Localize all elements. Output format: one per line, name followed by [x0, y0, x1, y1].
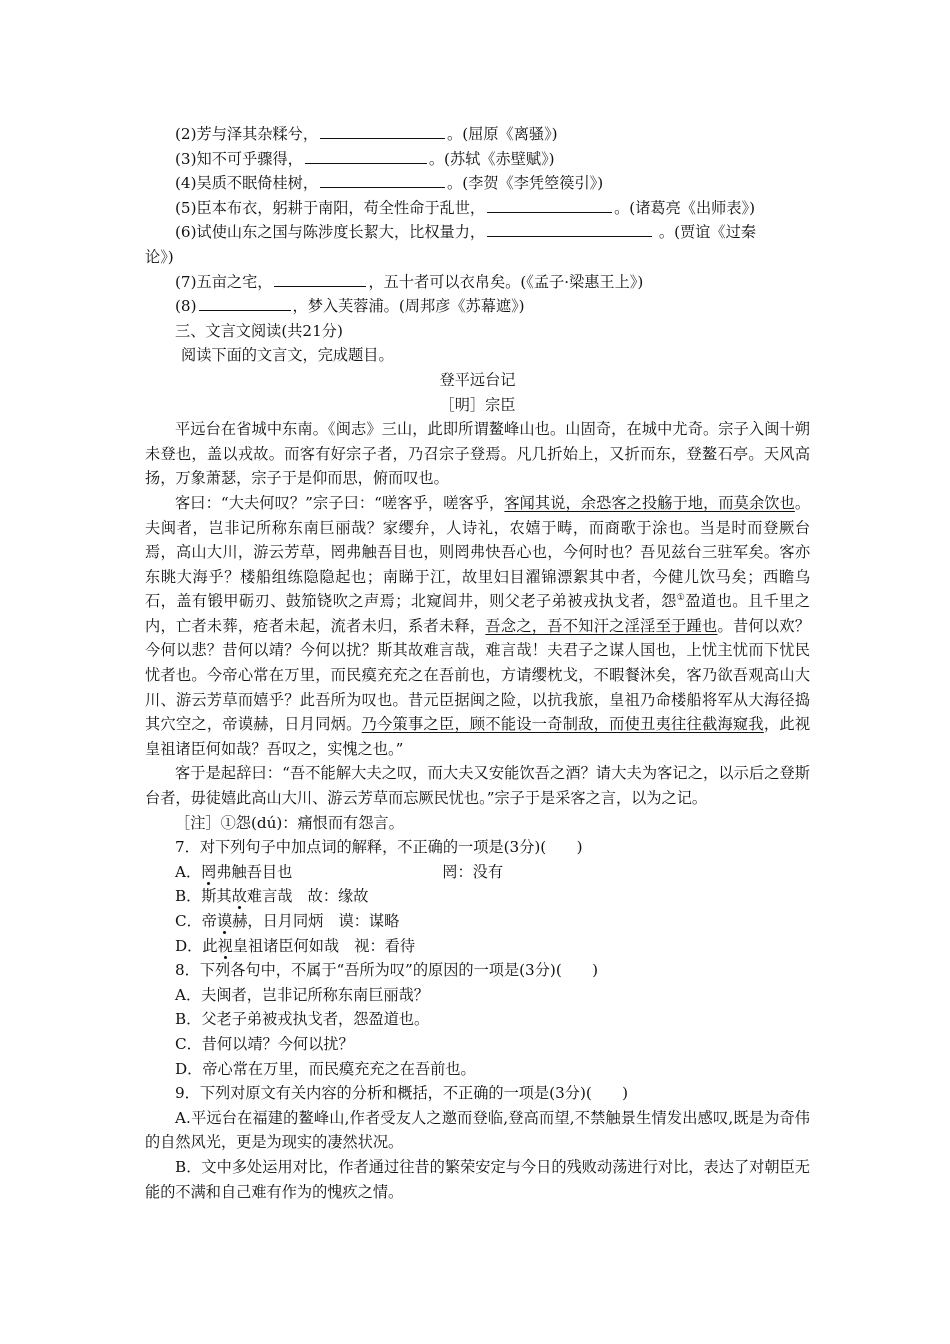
- footnote-marker: ①: [676, 593, 686, 604]
- fill-in-item: (8) ，梦入芙蓉浦。(周邦彦《苏幕遮》): [175, 297, 525, 316]
- question-7-option-a: A．罔弗触吾目也 罔：没有: [175, 862, 504, 881]
- answer-blank[interactable]: [320, 172, 445, 188]
- question-8-option-d: D．帝心常在万里，而民瘼充充之在吾前也。: [175, 1059, 476, 1078]
- question-7-option-d: D．此视皇祖诸臣何如哉 视：看待: [175, 936, 415, 955]
- underlined-sentence-3: 乃今策事之臣，顾不能设一奇制敌，而使丑夷往往截海窥我: [361, 715, 764, 734]
- passage-title: 登平远台记: [439, 370, 516, 389]
- fill-in-item: (3)知不可乎骤得， 。(苏轼《赤壁赋》): [175, 149, 555, 168]
- fill-in-item: (5)臣本布衣，躬耕于南阳，苟全性命于乱世， 。(诸葛亮《出师表》): [175, 198, 756, 217]
- exam-page: [145, 122, 810, 1204]
- answer-blank[interactable]: [305, 148, 427, 164]
- passage-author: ［明］宗臣: [439, 395, 516, 414]
- dotted-word: 谟: [217, 912, 233, 930]
- question-9-option-a: A.平远台在福建的鳌峰山,作者受友人之邀而登临,登高而望,不禁触景生情发出感叹,既是为奇伟的自然风光，更是为现实的凄然状况。: [145, 1108, 810, 1152]
- question-7-option-b: B．斯其故难言哉 故：缘故: [175, 887, 369, 906]
- question-8-option-b: B．父老子弟被戎执戈者，怨盈道也。: [175, 1010, 430, 1029]
- answer-blank[interactable]: [487, 197, 612, 213]
- answer-blank[interactable]: [487, 221, 652, 237]
- passage-paragraph-1: 平远台在省城中东南。《闽志》三山，此即所谓鳌峰山也。山固奇，在城中尤奇。宗子入闽十朔未登也，盖以戎故。而客有好宗子者，乃召宗子登焉。凡几折始上，又折而东，登鳌石亭。天风高扬，万象萧瑟，宗子于是仰而思，俯而叹也。: [145, 420, 810, 488]
- question-9-stem: 9．下列对原文有关内容的分析和概括，不正确的一项是(3分)( ): [175, 1084, 629, 1103]
- fill-in-item: (7)五亩之宅， ，五十者可以衣帛矣。(《孟子·梁惠王上》): [175, 272, 644, 291]
- fill-in-item: (2)芳与泽其杂糅兮， 。(屈原《离骚》): [175, 125, 558, 143]
- answer-blank[interactable]: [199, 295, 291, 311]
- question-7-stem: 7．对下列句子中加点词的解释，不正确的一项是(3分)( ): [175, 838, 583, 857]
- question-8-option-c: C．昔何以靖？今何以扰？: [175, 1034, 354, 1053]
- underlined-sentence-2: 吾念之，吾不知汗之淫淫至于踵也: [485, 616, 718, 635]
- dotted-word: 故: [231, 887, 247, 906]
- question-7-option-c: C．帝谟赫，日月同炳 谟：谋略: [175, 912, 400, 930]
- underlined-sentence-1: 客闻其说，余恐客之投觞于地，而莫余饮也: [504, 493, 795, 512]
- question-8-stem: 8．下列各句中，不属于“吾所为叹”的原因的一项是(3分)( ): [175, 961, 599, 980]
- fill-in-section: [145, 122, 810, 319]
- answer-blank[interactable]: [320, 123, 445, 139]
- footnote: ［注］①怨(dú)：痛恨而有怨言。: [175, 813, 404, 832]
- fill-in-item: (6)试使山东之国与陈涉度长絜大，比权量力， 。(贾谊《过秦: [175, 223, 756, 242]
- dotted-word: 罔: [201, 862, 217, 881]
- instruction-text: 阅读下面的文言文，完成题目。: [181, 346, 394, 365]
- question-8-option-a: A．夫闽者，岂非记所称东南巨丽哉？: [175, 985, 429, 1004]
- fill-in-item: 论》): [145, 247, 174, 266]
- question-9-option-b: B．文中多处运用对比，作者通过往昔的繁荣安定与今日的残败动荡进行对比，表达了对朝臣无能的不满和自己难有作为的愧疚之情。: [145, 1157, 810, 1201]
- section-heading: 三、文言文阅读(共21分): [175, 321, 343, 340]
- passage-paragraph-3: 客于是起辞曰：“吾不能解大夫之叹，而大夫又安能饮吾之酒？请大夫为客记之，以示后之登斯台者，毋徒嬉此高山大川、游云芳草而忘厥民忧也。”宗子于是采客之言，以为之记。: [145, 764, 810, 808]
- dotted-word: 视: [217, 936, 233, 955]
- passage-paragraph-2: 客曰：“大夫何叹？”宗子曰：“嗟客乎，嗟客乎，客闻其说，余恐客之投觞于地，而莫余饮也。夫闽者，岂非记所称东南巨丽哉？家缨弁，人诗礼，农嬉于畴，而商歌于涂也。当是时而登厥台焉，高山大川，游云芳草，罔弗触吾目也，则罔弗快吾心也，今何时也？吾见兹台三驻军矣。客亦东眺大海乎？楼船组练隐隐起也；南睇于江，故里妇目濯锦漂絮其中者，今健儿饮马矣；西瞻乌石，盖有锻甲砺刃、鼓笳铙吹之声焉；北窥闾井，则父老子弟被戎执戈者，怨①盈道也。且千里之内，亡者未葬，疮者未起，流者未归，系者未释，吾念之，吾不知汗之淫淫至于踵也。昔何以欢？今何以悲？昔何以靖？今何以扰？斯其故难言哉，难言哉！夫君子之谋人国也，上忧主忧而下忧民忧者也。今帝心常在万里，而民瘼充充之在吾前也，方请缨枕戈，不暇餐沐矣，客乃欲吾观高山大川、游云芳草而嬉乎？此吾所为叹也。昔元臣据闽之险，以抗我旅，皇祖乃命楼船将军从大海径捣其穴空之，帝谟赫，日月同炳。乃今策事之臣，顾不能设一奇制敌，而使丑夷往往截海窥我，此视皇祖诸臣何如哉？吾叹之，实愧之也。”: [145, 493, 811, 758]
- fill-in-item: (4)吴质不眠倚桂树， 。(李贺《李凭箜篌引》): [175, 174, 604, 193]
- answer-blank[interactable]: [274, 271, 366, 287]
